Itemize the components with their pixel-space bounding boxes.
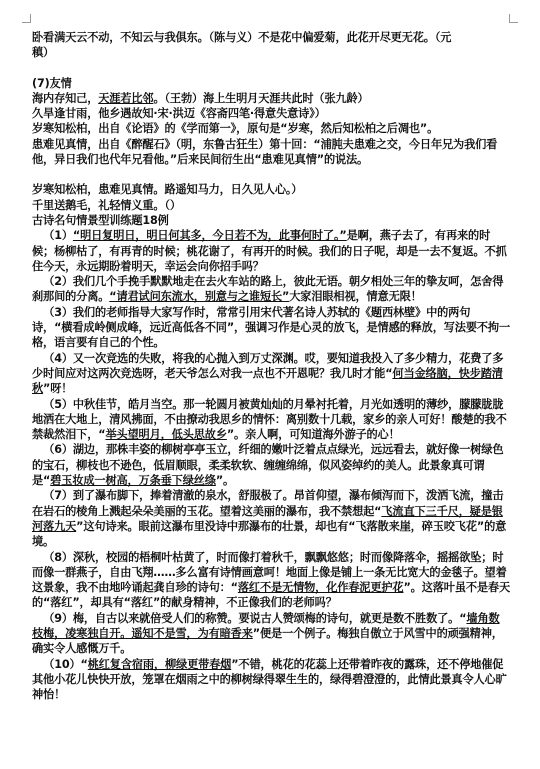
- underlined-quote: 墙角数枝梅，凌寒独自开。遥知不是雪，为有暗香来: [32, 611, 500, 640]
- exercise-item-7: （7）到了瀑布脚下，捧着清澈的泉水，舒服极了。昂首仰望，瀑布倾泻而下，泼洒飞流，撞击在岩石的棱角上溅起朵朵美丽的玉花。望着这美丽的瀑布，我不禁想起“飞流直下三千尺，疑是银河落九天”这句诗来。眼前这瀑布里没诗中那瀑布的壮景，却也有“飞落散来崖，碎玉咬飞花”的意境。: [32, 489, 507, 549]
- exercise-item-5: （5）中秋佳节，皓月当空。那一轮圆月被黄灿灿的月晕衬托着，月光如透明的薄纱，朦朦胧胧地洒在大地上，清风拂面，不由撩动我思乡的情怀：离别数十几载，家乡的亲人可好！酸楚的我不禁裁然泪下，“举头望明月，低头思故乡”。亲人啊，可知道海外游子的心！: [32, 397, 507, 442]
- document-body: [32, 30, 510, 702]
- exercise-item-2: （2）我们几个手挽手默默地走在去火车站的路上，彼此无语。朝夕相处三年的挚友呵，怎舍得刹那间的分离。“请君试问东流水，别意与之谁短长”大家泪眼相视，情意无限！: [32, 275, 504, 304]
- extra-line-2: 千里送鹅毛，礼轻情义重。（）: [32, 198, 181, 212]
- page-corner-mark-right: [509, 14, 518, 23]
- exercise-item-6: （6）湖边，那株丰姿的柳树亭亭玉立，纤细的嫩叶泛着点点绿光，远远看去，就好像一树绿色的宝石，柳枝也不逊色，低眉顺眼，柔柔软软、缠缠绵绵，似风姿绰约的美人。此景象真可谓是“碧玉妆成一树高，万条垂下绿丝绦”。: [32, 443, 504, 488]
- friendship-line-4: 患难见真情，出自《醉醒石》（明，东鲁古狂生）第十回：“浦肫夫患难之交，今日年兄为我们看他，异日我们也代年兄看他。”后来民间衍生出“患难见真情”的说法。: [32, 137, 498, 167]
- page-corner-mark-left: [22, 14, 31, 23]
- extra-line-1: 岁寒知松柏，患难见真情。路遥知马力，日久见人心。）: [32, 183, 303, 197]
- underlined-quote: 落红不是无情物，化作春泥更护花: [237, 581, 404, 595]
- intro-line-2: 稹）: [32, 46, 55, 60]
- underlined-quote: 桃红复含宿雨，柳绿更带春烟: [87, 657, 232, 671]
- friendship-line-2: 久旱逢甘雨，他乡遇故知·宋·洪迈《容斋四笔·得意失意诗》）: [32, 107, 326, 121]
- underlined-quote: 碧玉妆成一树高，万条垂下绿丝绦: [50, 474, 216, 488]
- exercise-item-4: （4）又一次竞选的失败，将我的心抛入到万丈深渊。哎，要知道我投入了多少精力，花费了多少时间应对这两次竞选呀，老天爷怎么对我一点也不开恩呢？我几时才能“何当金络脑，快步踏清秋”呀！: [32, 351, 504, 396]
- paragraph-gap: [32, 167, 510, 182]
- underlined-quote: “明日复明日，明日何其多，今日若不为，此事何时了。”: [72, 229, 347, 243]
- exercise-item-8: （8）深秋，校园的梧桐叶枯黄了，时而像打着秋千，飘飘悠悠；时而像降落伞，摇摇欲坠；时而像一群燕子，自由飞翔……多么富有诗情画意呵！地面上像是铺上一条无比宽大的金毯子。望着这景象，我不由地吟诵起龚自珍的诗句：“落红不是无情物，化作春泥更护花”。这落叶虽不是春天的“落红”，却具有“落红”的献身精神，不正像我们的老师吗？: [32, 550, 511, 610]
- underlined-quote: 天涯若比邻: [98, 91, 154, 105]
- intro-line-1: 卧看满天云不动，不知云与我俱东。（陈与义）不是花中偏爱菊，此花开尽更无花。（元: [32, 31, 452, 44]
- friendship-line-1: 海内存知己，天涯若比邻。（王勃）海上生明月天涯共此时（张九龄）: [32, 91, 369, 105]
- exercise-item-3: （3）我们的老师指导大家写作时，常常引用宋代著名诗人苏轼的《题西林壁》中的两句诗，“横看成岭侧成峰，远近高低各不同”，强调习作是心灵的放飞，是情感的释放，写法要不拘一格，语言要有自己的个性。: [32, 305, 510, 350]
- exercise-item-9: （9）梅，自古以来就倍受人们的称赞。要说古人赞颂梅的诗句，就更是数不胜数了。“墙角数枝梅，凌寒独自开。遥知不是雪，为有暗香来”便是一个例子。梅独自傲立于风雪中的顽强精神，确实令人感慨万千。: [32, 611, 503, 656]
- underlined-quote: 举头望明月，低头思故乡: [105, 428, 227, 442]
- underlined-quote: 何当金络脑，快步踏清秋: [32, 366, 503, 396]
- friendship-line-3: 岁寒知松柏，出自《论语》的《学而第一》，原句是“岁寒，然后知松柏之后凋也”。: [32, 122, 439, 136]
- friendship-heading: (7)友情: [32, 76, 72, 90]
- exercise-item-1: （1）“明日复明日，明日何其多，今日若不为，此事何时了。”是啊，燕子去了，有再来的时候；杨柳枯了，有再青的时候；桃花谢了，有再开的时候。我们的日子呢，却是一去不复返。不抓住今天，永远期盼着明天，幸运会向你招手吗？: [32, 229, 507, 273]
- underlined-quote: “请君试问东流水，别意与之谁短长”: [109, 290, 290, 304]
- exercise-item-10: （10）“桃红复含宿雨，柳绿更带春烟”不错，桃花的花蕊上还带着昨夜的露珠，还不停地催促其他小花儿快快开放，笼罩在烟雨之中的柳树绿得翠生生的，绿得碧澄澄的，此情此景真令人心旷神怡！: [32, 657, 507, 702]
- exercise-heading: 古诗名句情景型训练题18例: [32, 213, 169, 227]
- paragraph-gap: [32, 61, 510, 76]
- underlined-quote: 飞流直下三千尺，疑是银河落九天: [32, 504, 503, 533]
